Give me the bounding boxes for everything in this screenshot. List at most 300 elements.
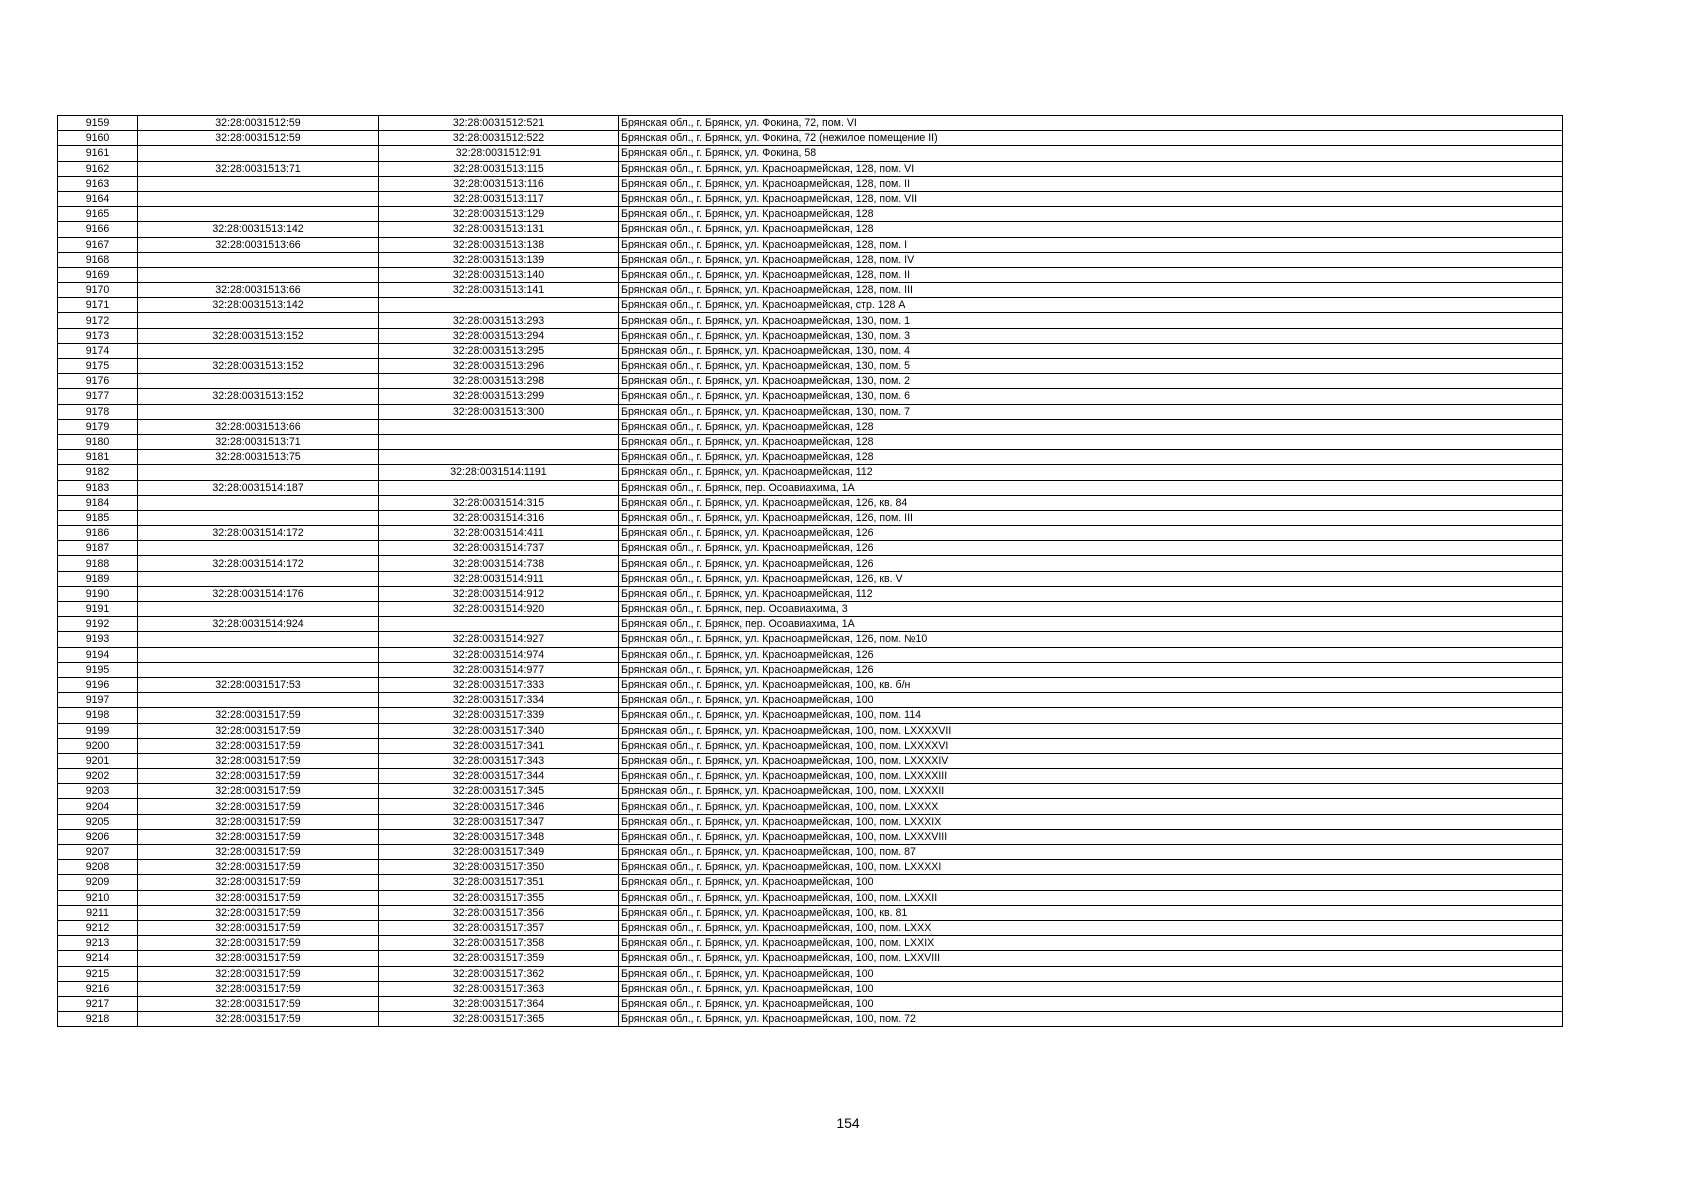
address-cell: Брянская обл., г. Брянск, ул. Красноармейская, 100, пом. LXXXXII — [619, 784, 1563, 799]
quarter-cadastral-number-cell: 32:28:0031513:71 — [138, 434, 379, 449]
object-cadastral-number-cell: 32:28:0031517:365 — [379, 1012, 619, 1027]
object-cadastral-number-cell: 32:28:0031513:295 — [379, 343, 619, 358]
object-cadastral-number-cell: 32:28:0031517:347 — [379, 814, 619, 829]
address-cell: Брянская обл., г. Брянск, ул. Красноармейская, 100 — [619, 996, 1563, 1011]
row-number-cell: 9198 — [58, 708, 138, 723]
object-cadastral-number-cell: 32:28:0031513:129 — [379, 207, 619, 222]
address-cell: Брянская обл., г. Брянск, ул. Красноармейская, 100, кв. 81 — [619, 905, 1563, 920]
address-cell: Брянская обл., г. Брянск, пер. Осоавиахима, 3 — [619, 602, 1563, 617]
row-number-cell: 9206 — [58, 829, 138, 844]
object-cadastral-number-cell: 32:28:0031517:346 — [379, 799, 619, 814]
address-cell: Брянская обл., г. Брянск, ул. Красноармейская, 126, пом. III — [619, 510, 1563, 525]
address-cell: Брянская обл., г. Брянск, ул. Красноармейская, 100, пом. LXXXXIV — [619, 753, 1563, 768]
address-cell: Брянская обл., г. Брянск, ул. Красноармейская, 126 — [619, 526, 1563, 541]
quarter-cadastral-number-cell: 32:28:0031517:59 — [138, 723, 379, 738]
row-number-cell: 9193 — [58, 632, 138, 647]
quarter-cadastral-number-cell: 32:28:0031514:172 — [138, 526, 379, 541]
quarter-cadastral-number-cell: 32:28:0031517:59 — [138, 936, 379, 951]
table-row — [58, 693, 1563, 708]
address-cell: Брянская обл., г. Брянск, ул. Красноармейская, 128 — [619, 450, 1563, 465]
object-cadastral-number-cell: 32:28:0031514:927 — [379, 632, 619, 647]
object-cadastral-number-cell: 32:28:0031513:293 — [379, 313, 619, 328]
table-row — [58, 845, 1563, 860]
quarter-cadastral-number-cell: 32:28:0031517:59 — [138, 966, 379, 981]
table-row — [58, 860, 1563, 875]
table-row — [58, 799, 1563, 814]
quarter-cadastral-number-cell: 32:28:0031514:172 — [138, 556, 379, 571]
quarter-cadastral-number-cell: 32:28:0031517:59 — [138, 860, 379, 875]
address-cell: Брянская обл., г. Брянск, ул. Красноармейская, 128, пом. VI — [619, 161, 1563, 176]
object-cadastral-number-cell: 32:28:0031513:299 — [379, 389, 619, 404]
row-number-cell: 9164 — [58, 191, 138, 206]
row-number-cell: 9201 — [58, 753, 138, 768]
table-row — [58, 617, 1563, 632]
quarter-cadastral-number-cell — [138, 632, 379, 647]
row-number-cell: 9163 — [58, 176, 138, 191]
table-row — [58, 146, 1563, 161]
quarter-cadastral-number-cell: 32:28:0031517:59 — [138, 784, 379, 799]
row-number-cell: 9179 — [58, 419, 138, 434]
row-number-cell: 9211 — [58, 905, 138, 920]
object-cadastral-number-cell: 32:28:0031513:115 — [379, 161, 619, 176]
address-cell: Брянская обл., г. Брянск, ул. Красноармейская, 112 — [619, 586, 1563, 601]
address-cell: Брянская обл., г. Брянск, ул. Фокина, 72 (нежилое помещение II) — [619, 131, 1563, 146]
object-cadastral-number-cell: 32:28:0031512:521 — [379, 116, 619, 131]
row-number-cell: 9183 — [58, 480, 138, 495]
address-cell: Брянская обл., г. Брянск, ул. Красноармейская, 130, пом. 7 — [619, 404, 1563, 419]
object-cadastral-number-cell: 32:28:0031517:363 — [379, 981, 619, 996]
registry-table — [57, 115, 1563, 1027]
row-number-cell: 9218 — [58, 1012, 138, 1027]
quarter-cadastral-number-cell: 32:28:0031517:59 — [138, 738, 379, 753]
quarter-cadastral-number-cell — [138, 541, 379, 556]
quarter-cadastral-number-cell — [138, 146, 379, 161]
table-row — [58, 662, 1563, 677]
table-row — [58, 753, 1563, 768]
quarter-cadastral-number-cell: 32:28:0031517:59 — [138, 875, 379, 890]
table-row — [58, 343, 1563, 358]
address-cell: Брянская обл., г. Брянск, ул. Красноармейская, стр. 128 А — [619, 298, 1563, 313]
document-page — [57, 115, 1562, 1027]
row-number-cell: 9207 — [58, 845, 138, 860]
quarter-cadastral-number-cell: 32:28:0031517:59 — [138, 951, 379, 966]
quarter-cadastral-number-cell — [138, 404, 379, 419]
object-cadastral-number-cell — [379, 419, 619, 434]
table-row — [58, 556, 1563, 571]
object-cadastral-number-cell: 32:28:0031514:411 — [379, 526, 619, 541]
address-cell: Брянская обл., г. Брянск, ул. Красноармейская, 100 — [619, 966, 1563, 981]
row-number-cell: 9205 — [58, 814, 138, 829]
table-row — [58, 176, 1563, 191]
table-row — [58, 267, 1563, 282]
address-cell: Брянская обл., г. Брянск, ул. Красноармейская, 100, пом. LXXXXIII — [619, 769, 1563, 784]
table-row — [58, 191, 1563, 206]
object-cadastral-number-cell: 32:28:0031517:333 — [379, 677, 619, 692]
quarter-cadastral-number-cell: 32:28:0031517:59 — [138, 920, 379, 935]
row-number-cell: 9212 — [58, 920, 138, 935]
table-row — [58, 602, 1563, 617]
table-row — [58, 769, 1563, 784]
address-cell: Брянская обл., г. Брянск, ул. Красноармейская, 130, пом. 6 — [619, 389, 1563, 404]
quarter-cadastral-number-cell — [138, 510, 379, 525]
row-number-cell: 9166 — [58, 222, 138, 237]
address-cell: Брянская обл., г. Брянск, ул. Красноармейская, 128 — [619, 207, 1563, 222]
address-cell: Брянская обл., г. Брянск, ул. Красноармейская, 130, пом. 1 — [619, 313, 1563, 328]
object-cadastral-number-cell: 32:28:0031514:315 — [379, 495, 619, 510]
table-row — [58, 161, 1563, 176]
table-row — [58, 116, 1563, 131]
row-number-cell: 9176 — [58, 374, 138, 389]
quarter-cadastral-number-cell: 32:28:0031517:59 — [138, 708, 379, 723]
quarter-cadastral-number-cell: 32:28:0031517:59 — [138, 814, 379, 829]
object-cadastral-number-cell: 32:28:0031517:349 — [379, 845, 619, 860]
object-cadastral-number-cell: 32:28:0031517:340 — [379, 723, 619, 738]
object-cadastral-number-cell: 32:28:0031517:348 — [379, 829, 619, 844]
row-number-cell: 9190 — [58, 586, 138, 601]
object-cadastral-number-cell: 32:28:0031514:912 — [379, 586, 619, 601]
quarter-cadastral-number-cell — [138, 602, 379, 617]
object-cadastral-number-cell: 32:28:0031512:522 — [379, 131, 619, 146]
row-number-cell: 9199 — [58, 723, 138, 738]
object-cadastral-number-cell: 32:28:0031517:359 — [379, 951, 619, 966]
table-row — [58, 222, 1563, 237]
object-cadastral-number-cell: 32:28:0031517:345 — [379, 784, 619, 799]
object-cadastral-number-cell: 32:28:0031514:974 — [379, 647, 619, 662]
row-number-cell: 9185 — [58, 510, 138, 525]
row-number-cell: 9167 — [58, 237, 138, 252]
address-cell: Брянская обл., г. Брянск, ул. Фокина, 58 — [619, 146, 1563, 161]
quarter-cadastral-number-cell: 32:28:0031517:59 — [138, 890, 379, 905]
address-cell: Брянская обл., г. Брянск, ул. Красноармейская, 130, пом. 3 — [619, 328, 1563, 343]
row-number-cell: 9197 — [58, 693, 138, 708]
object-cadastral-number-cell: 32:28:0031517:339 — [379, 708, 619, 723]
address-cell: Брянская обл., г. Брянск, ул. Красноармейская, 100 — [619, 875, 1563, 890]
row-number-cell: 9194 — [58, 647, 138, 662]
table-row — [58, 419, 1563, 434]
quarter-cadastral-number-cell — [138, 374, 379, 389]
address-cell: Брянская обл., г. Брянск, ул. Красноармейская, 130, пом. 2 — [619, 374, 1563, 389]
object-cadastral-number-cell: 32:28:0031514:316 — [379, 510, 619, 525]
address-cell: Брянская обл., г. Брянск, пер. Осоавиахима, 1А — [619, 480, 1563, 495]
table-row — [58, 814, 1563, 829]
row-number-cell: 9213 — [58, 936, 138, 951]
table-row — [58, 647, 1563, 662]
object-cadastral-number-cell: 32:28:0031513:117 — [379, 191, 619, 206]
quarter-cadastral-number-cell: 32:28:0031517:59 — [138, 845, 379, 860]
row-number-cell: 9162 — [58, 161, 138, 176]
row-number-cell: 9215 — [58, 966, 138, 981]
table-row — [58, 374, 1563, 389]
quarter-cadastral-number-cell: 32:28:0031513:152 — [138, 359, 379, 374]
address-cell: Брянская обл., г. Брянск, ул. Красноармейская, 130, пом. 4 — [619, 343, 1563, 358]
address-cell: Брянская обл., г. Брянск, ул. Красноармейская, 112 — [619, 465, 1563, 480]
object-cadastral-number-cell: 32:28:0031514:920 — [379, 602, 619, 617]
object-cadastral-number-cell: 32:28:0031513:294 — [379, 328, 619, 343]
address-cell: Брянская обл., г. Брянск, ул. Красноармейская, 128 — [619, 434, 1563, 449]
address-cell: Брянская обл., г. Брянск, ул. Красноармейская, 100, пом. 72 — [619, 1012, 1563, 1027]
table-row — [58, 283, 1563, 298]
object-cadastral-number-cell: 32:28:0031517:358 — [379, 936, 619, 951]
table-row — [58, 207, 1563, 222]
address-cell: Брянская обл., г. Брянск, ул. Красноармейская, 100, пом. LXXVIII — [619, 951, 1563, 966]
address-cell: Брянская обл., г. Брянск, ул. Красноармейская, 128 — [619, 222, 1563, 237]
row-number-cell: 9204 — [58, 799, 138, 814]
quarter-cadastral-number-cell: 32:28:0031513:152 — [138, 389, 379, 404]
quarter-cadastral-number-cell — [138, 647, 379, 662]
quarter-cadastral-number-cell: 32:28:0031517:59 — [138, 769, 379, 784]
row-number-cell: 9192 — [58, 617, 138, 632]
row-number-cell: 9170 — [58, 283, 138, 298]
quarter-cadastral-number-cell: 32:28:0031517:59 — [138, 1012, 379, 1027]
row-number-cell: 9165 — [58, 207, 138, 222]
row-number-cell: 9209 — [58, 875, 138, 890]
quarter-cadastral-number-cell: 32:28:0031514:187 — [138, 480, 379, 495]
address-cell: Брянская обл., г. Брянск, ул. Красноармейская, 100 — [619, 981, 1563, 996]
quarter-cadastral-number-cell: 32:28:0031517:53 — [138, 677, 379, 692]
object-cadastral-number-cell: 32:28:0031517:355 — [379, 890, 619, 905]
table-row — [58, 920, 1563, 935]
row-number-cell: 9217 — [58, 996, 138, 1011]
address-cell: Брянская обл., г. Брянск, ул. Красноармейская, 128, пом. VII — [619, 191, 1563, 206]
object-cadastral-number-cell: 32:28:0031513:298 — [379, 374, 619, 389]
table-row — [58, 510, 1563, 525]
quarter-cadastral-number-cell: 32:28:0031513:66 — [138, 283, 379, 298]
row-number-cell: 9191 — [58, 602, 138, 617]
table-row — [58, 404, 1563, 419]
address-cell: Брянская обл., г. Брянск, ул. Красноармейская, 126, пом. №10 — [619, 632, 1563, 647]
quarter-cadastral-number-cell: 32:28:0031513:142 — [138, 298, 379, 313]
object-cadastral-number-cell: 32:28:0031517:364 — [379, 996, 619, 1011]
table-row — [58, 359, 1563, 374]
row-number-cell: 9184 — [58, 495, 138, 510]
table-row — [58, 632, 1563, 647]
quarter-cadastral-number-cell: 32:28:0031513:66 — [138, 419, 379, 434]
table-row — [58, 450, 1563, 465]
object-cadastral-number-cell — [379, 450, 619, 465]
quarter-cadastral-number-cell — [138, 693, 379, 708]
table-row — [58, 480, 1563, 495]
quarter-cadastral-number-cell: 32:28:0031513:75 — [138, 450, 379, 465]
quarter-cadastral-number-cell — [138, 252, 379, 267]
table-row — [58, 951, 1563, 966]
object-cadastral-number-cell: 32:28:0031513:140 — [379, 267, 619, 282]
table-row — [58, 996, 1563, 1011]
object-cadastral-number-cell: 32:28:0031517:350 — [379, 860, 619, 875]
registry-table-body — [58, 116, 1563, 1027]
table-row — [58, 677, 1563, 692]
object-cadastral-number-cell: 32:28:0031514:1191 — [379, 465, 619, 480]
quarter-cadastral-number-cell: 32:28:0031517:59 — [138, 981, 379, 996]
table-row — [58, 1012, 1563, 1027]
table-row — [58, 237, 1563, 252]
row-number-cell: 9173 — [58, 328, 138, 343]
table-row — [58, 936, 1563, 951]
row-number-cell: 9216 — [58, 981, 138, 996]
address-cell: Брянская обл., г. Брянск, ул. Красноармейская, 100, пом. LXXX — [619, 920, 1563, 935]
object-cadastral-number-cell: 32:28:0031514:977 — [379, 662, 619, 677]
address-cell: Брянская обл., г. Брянск, ул. Фокина, 72, пом. VI — [619, 116, 1563, 131]
address-cell: Брянская обл., г. Брянск, ул. Красноармейская, 126 — [619, 556, 1563, 571]
row-number-cell: 9160 — [58, 131, 138, 146]
address-cell: Брянская обл., г. Брянск, ул. Красноармейская, 100, пом. LXXXXVI — [619, 738, 1563, 753]
quarter-cadastral-number-cell: 32:28:0031514:176 — [138, 586, 379, 601]
object-cadastral-number-cell — [379, 434, 619, 449]
row-number-cell: 9203 — [58, 784, 138, 799]
table-row — [58, 738, 1563, 753]
table-row — [58, 875, 1563, 890]
table-row — [58, 541, 1563, 556]
address-cell: Брянская обл., г. Брянск, ул. Красноармейская, 126, кв. V — [619, 571, 1563, 586]
object-cadastral-number-cell: 32:28:0031514:738 — [379, 556, 619, 571]
address-cell: Брянская обл., г. Брянск, ул. Красноармейская, 100 — [619, 693, 1563, 708]
address-cell: Брянская обл., г. Брянск, ул. Красноармейская, 100, пом. LXXXIX — [619, 814, 1563, 829]
address-cell: Брянская обл., г. Брянск, ул. Красноармейская, 100, пом. 114 — [619, 708, 1563, 723]
quarter-cadastral-number-cell — [138, 191, 379, 206]
table-row — [58, 829, 1563, 844]
quarter-cadastral-number-cell — [138, 207, 379, 222]
quarter-cadastral-number-cell: 32:28:0031517:59 — [138, 829, 379, 844]
address-cell: Брянская обл., г. Брянск, ул. Красноармейская, 128, пом. I — [619, 237, 1563, 252]
quarter-cadastral-number-cell: 32:28:0031512:59 — [138, 116, 379, 131]
row-number-cell: 9202 — [58, 769, 138, 784]
address-cell: Брянская обл., г. Брянск, ул. Красноармейская, 100, пом. LXXXX — [619, 799, 1563, 814]
row-number-cell: 9214 — [58, 951, 138, 966]
row-number-cell: 9188 — [58, 556, 138, 571]
object-cadastral-number-cell — [379, 298, 619, 313]
table-row — [58, 434, 1563, 449]
address-cell: Брянская обл., г. Брянск, ул. Красноармейская, 130, пом. 5 — [619, 359, 1563, 374]
table-row — [58, 328, 1563, 343]
object-cadastral-number-cell: 32:28:0031513:296 — [379, 359, 619, 374]
page-number: 154 — [836, 1115, 860, 1131]
table-row — [58, 571, 1563, 586]
object-cadastral-number-cell: 32:28:0031514:737 — [379, 541, 619, 556]
table-row — [58, 495, 1563, 510]
address-cell: Брянская обл., г. Брянск, ул. Красноармейская, 100, пом. 87 — [619, 845, 1563, 860]
address-cell: Брянская обл., г. Брянск, ул. Красноармейская, 128, пом. II — [619, 267, 1563, 282]
address-cell: Брянская обл., г. Брянск, ул. Красноармейская, 128, пом. III — [619, 283, 1563, 298]
object-cadastral-number-cell: 32:28:0031517:334 — [379, 693, 619, 708]
address-cell: Брянская обл., г. Брянск, ул. Красноармейская, 126 — [619, 541, 1563, 556]
address-cell: Брянская обл., г. Брянск, ул. Красноармейская, 128, пом. IV — [619, 252, 1563, 267]
address-cell: Брянская обл., г. Брянск, ул. Красноармейская, 100, пом. LXXXXI — [619, 860, 1563, 875]
address-cell: Брянская обл., г. Брянск, ул. Красноармейская, 100, пом. LXXXII — [619, 890, 1563, 905]
quarter-cadastral-number-cell — [138, 313, 379, 328]
row-number-cell: 9174 — [58, 343, 138, 358]
object-cadastral-number-cell: 32:28:0031513:300 — [379, 404, 619, 419]
quarter-cadastral-number-cell — [138, 495, 379, 510]
table-row — [58, 313, 1563, 328]
table-row — [58, 252, 1563, 267]
object-cadastral-number-cell: 32:28:0031517:362 — [379, 966, 619, 981]
object-cadastral-number-cell: 32:28:0031513:116 — [379, 176, 619, 191]
quarter-cadastral-number-cell: 32:28:0031512:59 — [138, 131, 379, 146]
row-number-cell: 9171 — [58, 298, 138, 313]
quarter-cadastral-number-cell — [138, 176, 379, 191]
quarter-cadastral-number-cell — [138, 267, 379, 282]
object-cadastral-number-cell: 32:28:0031517:357 — [379, 920, 619, 935]
address-cell: Брянская обл., г. Брянск, ул. Красноармейская, 100, пом. LXXXVIII — [619, 829, 1563, 844]
quarter-cadastral-number-cell: 32:28:0031513:71 — [138, 161, 379, 176]
address-cell: Брянская обл., г. Брянск, ул. Красноармейская, 126, кв. 84 — [619, 495, 1563, 510]
row-number-cell: 9168 — [58, 252, 138, 267]
table-row — [58, 723, 1563, 738]
address-cell: Брянская обл., г. Брянск, ул. Красноармейская, 100, пом. LXXIX — [619, 936, 1563, 951]
row-number-cell: 9181 — [58, 450, 138, 465]
address-cell: Брянская обл., г. Брянск, ул. Красноармейская, 128 — [619, 419, 1563, 434]
table-row — [58, 890, 1563, 905]
address-cell: Брянская обл., г. Брянск, ул. Красноармейская, 100, кв. б/н — [619, 677, 1563, 692]
object-cadastral-number-cell: 32:28:0031517:341 — [379, 738, 619, 753]
table-row — [58, 526, 1563, 541]
object-cadastral-number-cell: 32:28:0031513:131 — [379, 222, 619, 237]
row-number-cell: 9178 — [58, 404, 138, 419]
object-cadastral-number-cell: 32:28:0031513:139 — [379, 252, 619, 267]
row-number-cell: 9189 — [58, 571, 138, 586]
table-row — [58, 784, 1563, 799]
quarter-cadastral-number-cell — [138, 662, 379, 677]
table-row — [58, 298, 1563, 313]
quarter-cadastral-number-cell: 32:28:0031513:66 — [138, 237, 379, 252]
address-cell: Брянская обл., г. Брянск, ул. Красноармейская, 126 — [619, 647, 1563, 662]
object-cadastral-number-cell: 32:28:0031513:138 — [379, 237, 619, 252]
quarter-cadastral-number-cell: 32:28:0031513:142 — [138, 222, 379, 237]
quarter-cadastral-number-cell — [138, 343, 379, 358]
quarter-cadastral-number-cell — [138, 571, 379, 586]
quarter-cadastral-number-cell: 32:28:0031517:59 — [138, 799, 379, 814]
object-cadastral-number-cell: 32:28:0031517:356 — [379, 905, 619, 920]
row-number-cell: 9187 — [58, 541, 138, 556]
address-cell: Брянская обл., г. Брянск, пер. Осоавиахима, 1А — [619, 617, 1563, 632]
row-number-cell: 9208 — [58, 860, 138, 875]
quarter-cadastral-number-cell: 32:28:0031517:59 — [138, 905, 379, 920]
row-number-cell: 9172 — [58, 313, 138, 328]
object-cadastral-number-cell — [379, 617, 619, 632]
row-number-cell: 9177 — [58, 389, 138, 404]
table-row — [58, 905, 1563, 920]
table-row — [58, 586, 1563, 601]
table-row — [58, 131, 1563, 146]
quarter-cadastral-number-cell: 32:28:0031514:924 — [138, 617, 379, 632]
row-number-cell: 9169 — [58, 267, 138, 282]
table-row — [58, 966, 1563, 981]
row-number-cell: 9159 — [58, 116, 138, 131]
object-cadastral-number-cell: 32:28:0031513:141 — [379, 283, 619, 298]
quarter-cadastral-number-cell: 32:28:0031517:59 — [138, 753, 379, 768]
quarter-cadastral-number-cell — [138, 465, 379, 480]
table-row — [58, 465, 1563, 480]
address-cell: Брянская обл., г. Брянск, ул. Красноармейская, 126 — [619, 662, 1563, 677]
row-number-cell: 9186 — [58, 526, 138, 541]
object-cadastral-number-cell: 32:28:0031517:344 — [379, 769, 619, 784]
object-cadastral-number-cell: 32:28:0031517:351 — [379, 875, 619, 890]
row-number-cell: 9195 — [58, 662, 138, 677]
table-row — [58, 389, 1563, 404]
row-number-cell: 9182 — [58, 465, 138, 480]
object-cadastral-number-cell — [379, 480, 619, 495]
row-number-cell: 9180 — [58, 434, 138, 449]
table-row — [58, 708, 1563, 723]
row-number-cell: 9161 — [58, 146, 138, 161]
row-number-cell: 9175 — [58, 359, 138, 374]
address-cell: Брянская обл., г. Брянск, ул. Красноармейская, 100, пом. LXXXXVII — [619, 723, 1563, 738]
row-number-cell: 9210 — [58, 890, 138, 905]
row-number-cell: 9196 — [58, 677, 138, 692]
table-row — [58, 981, 1563, 996]
object-cadastral-number-cell: 32:28:0031517:343 — [379, 753, 619, 768]
quarter-cadastral-number-cell: 32:28:0031517:59 — [138, 996, 379, 1011]
object-cadastral-number-cell: 32:28:0031512:91 — [379, 146, 619, 161]
